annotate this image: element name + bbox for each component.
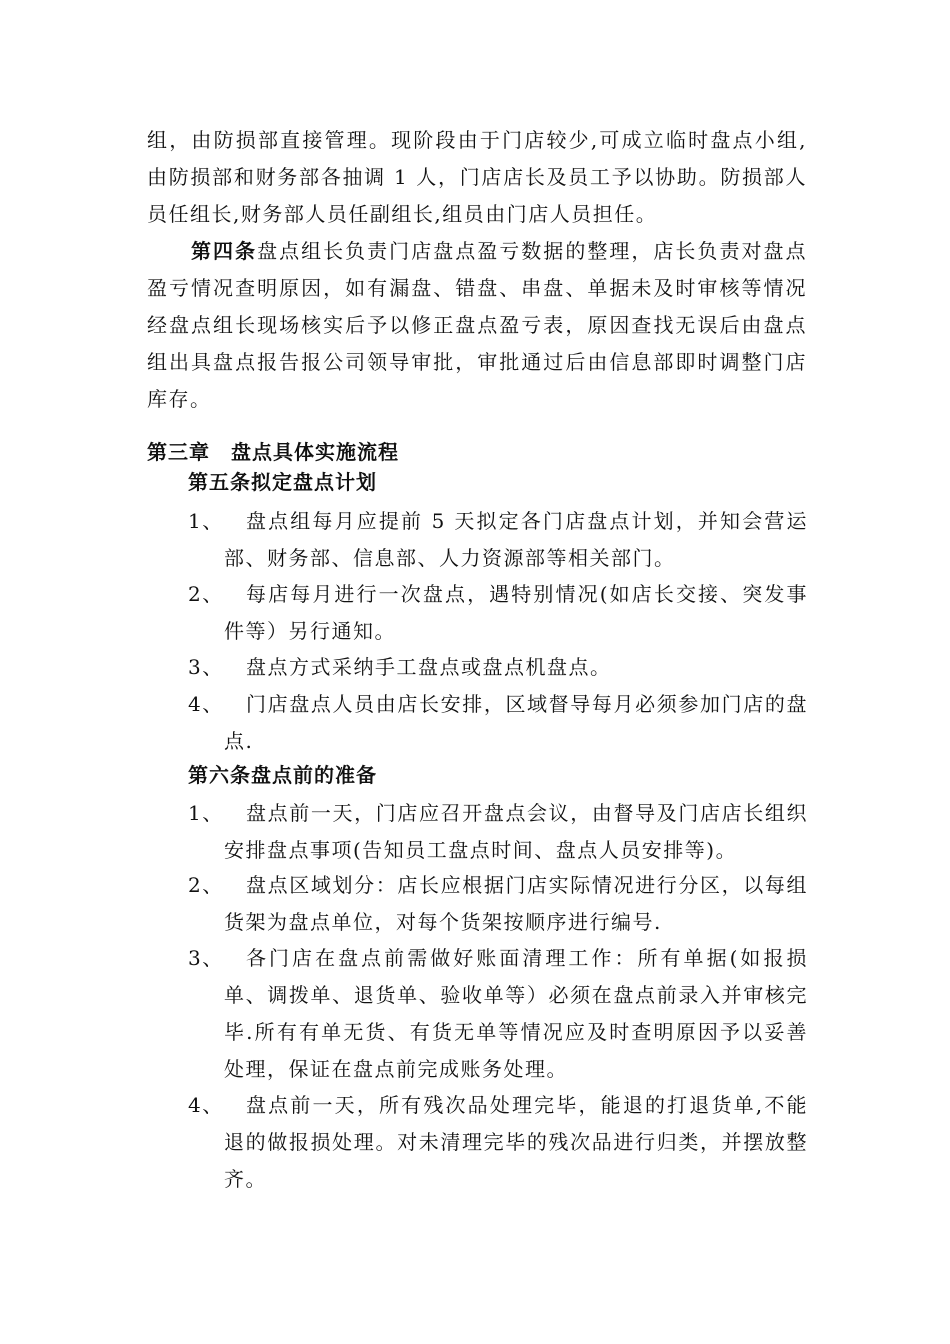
list-number: 2、: [188, 873, 224, 897]
list-text: 各门店在盘点前需做好账面清理工作：所有单据(如报损单、调拨单、退货单、验收单等）必须在盘点前录入并审核完毕.所有有单无货、有货无单等情况应及时查明原因予以妥善处理，保证在盘点前完成账务处理。: [224, 946, 808, 1081]
list-text: 每店每月进行一次盘点，遇特别情况(如店长交接、突发事件等）另行通知。: [224, 582, 808, 643]
article-label: 第四条: [191, 239, 258, 263]
list-text: 门店盘点人员由店长安排，区域督导每月必须参加门店的盘点.: [224, 692, 808, 753]
paragraph-text: 组，由防损部直接管理。现阶段由于门店较少,可成立临时盘点小组,由防损部和财务部各抽调 1 人，门店店长及员工予以协助。防损部人员任组长,财务部人员任副组长,组员由门店人员担任。: [147, 128, 807, 226]
list-text: 盘点组每月应提前 5 天拟定各门店盘点计划，并知会营运部、财务部、信息部、人力资源部等相关部门。: [224, 509, 808, 570]
list-text: 盘点前一天，门店应召开盘点会议，由督导及门店店长组织安排盘点事项(告知员工盘点时间、盘点人员安排等)。: [224, 801, 808, 862]
paragraph-text: 盘点组长负责门店盘点盈亏数据的整理，店长负责对盘点盈亏情况查明原因，如有漏盘、错盘、串盘、单据未及时审核等情况经盘点组长现场核实后予以修正盘点盈亏表，原因查找无误后由盘点组出具盘点报告报公司领导审批，审批通过后由信息部即时调整门店库存。: [147, 239, 808, 411]
list-number: 1、: [188, 509, 224, 533]
list-number: 4、: [188, 1093, 224, 1117]
list-number: 4、: [188, 692, 224, 716]
list-number: 3、: [188, 655, 224, 679]
paragraph-article3-continued: [147, 122, 807, 233]
list-text: 盘点前一天，所有残次品处理完毕，能退的打退货单,不能退的做报损处理。对未清理完毕的残次品进行归类，并摆放整齐。: [224, 1093, 808, 1191]
paragraph-article4: [147, 233, 807, 418]
chapter-title: 第三章 盘点具体实施流程: [147, 440, 399, 464]
list-number: 2、: [188, 582, 224, 606]
article5-title: 第五条拟定盘点计划: [188, 470, 377, 494]
list-text: 盘点方式采纳手工盘点或盘点机盘点。: [246, 655, 612, 679]
list-text: 盘点区域划分：店长应根据门店实际情况进行分区，以每组货架为盘点单位，对每个货架按顺序进行编号.: [224, 873, 808, 934]
list-number: 3、: [188, 946, 224, 970]
article6-title: 第六条盘点前的准备: [188, 763, 377, 787]
list-number: 1、: [188, 801, 224, 825]
